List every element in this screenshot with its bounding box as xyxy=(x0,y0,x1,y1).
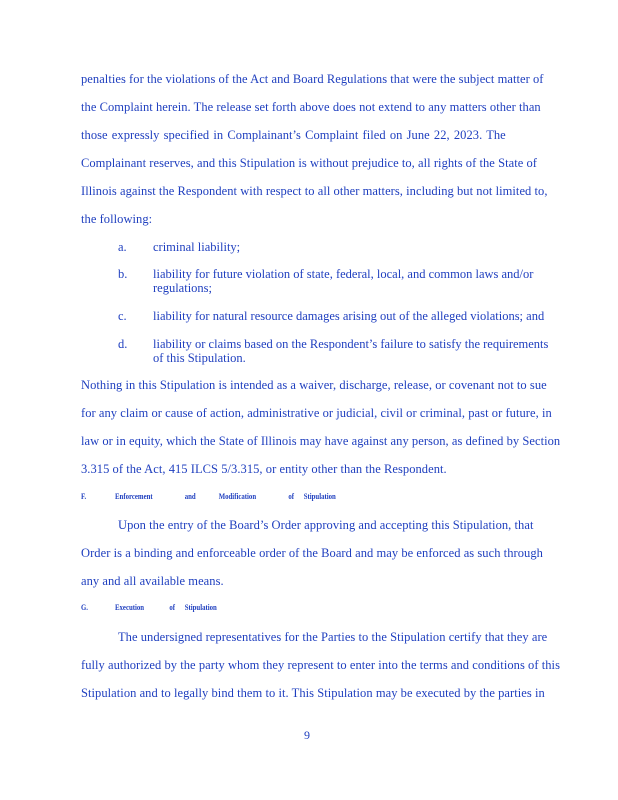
heading-g-word-1: Execution xyxy=(115,603,145,612)
list-item-b-line-1: liability for future violation of state, federal, local, and common laws and/or xyxy=(153,267,534,281)
heading-f-word-3: Modification xyxy=(218,492,257,501)
list-item-letter-c: c. xyxy=(118,309,127,323)
list-item-letter-a: a. xyxy=(118,240,127,254)
section-heading-g xyxy=(81,603,217,612)
list-item-a: criminal liability; xyxy=(153,240,241,254)
para2-line-4: 3.315 of the Act, 415 ILCS 5/3.315, or entity other than the Respondent. xyxy=(81,462,447,476)
heading-f-word-1: Enforcement xyxy=(115,492,153,501)
para1-line-5: Illinois against the Respondent with respect to all other matters, including but not limited to, xyxy=(81,184,548,198)
para1-line-2: the Complaint herein. The release set forth above does not extend to any matters other than xyxy=(81,100,541,114)
list-item-b-line-2: regulations; xyxy=(153,281,213,295)
para3-line-1: Upon the entry of the Board’s Order approving and accepting this Stipulation, that xyxy=(118,518,534,532)
para4-line-3: Stipulation and to legally bind them to it. This Stipulation may be executed by the parties in xyxy=(81,686,545,700)
list-item-d-line-2: of this Stipulation. xyxy=(153,351,246,365)
heading-f-word-4: of xyxy=(288,492,295,501)
para4-line-1: The undersigned representatives for the Parties to the Stipulation certify that they are xyxy=(118,630,548,644)
heading-g-letter: G. xyxy=(81,603,88,612)
heading-f-word-5: Stipulation xyxy=(303,492,336,501)
para3-line-2: Order is a binding and enforceable order of the Board and may be enforced as such through xyxy=(81,546,543,560)
list-item-letter-d: d. xyxy=(118,337,128,351)
para2-line-1: Nothing in this Stipulation is intended as a waiver, discharge, release, or covenant not to sue xyxy=(81,378,547,392)
section-heading-f xyxy=(81,492,336,501)
para2-line-3: law or in equity, which the State of Illinois may have against any person, as defined by Section xyxy=(81,434,561,448)
heading-g-word-2: of xyxy=(169,603,176,612)
para1-line-4: Complainant reserves, and this Stipulation is without prejudice to, all rights of the State of xyxy=(81,156,538,170)
list-item-c: liability for natural resource damages arising out of the alleged violations; and xyxy=(153,309,545,323)
para1-line-3: those expressly specified in Complainant’s Complaint filed on June 22, 2023. The xyxy=(81,128,506,142)
heading-g-word-3: Stipulation xyxy=(184,603,217,612)
list-item-letter-b: b. xyxy=(118,267,128,281)
para4-line-2: fully authorized by the party whom they represent to enter into the terms and conditions of this xyxy=(81,658,560,672)
heading-f-letter: F. xyxy=(81,492,87,501)
page-number: 9 xyxy=(304,728,310,742)
para1-line-6: the following: xyxy=(81,212,153,226)
para1-line-1: penalties for the violations of the Act and Board Regulations that were the subject matter of xyxy=(81,72,544,86)
list-item-d-line-1: liability or claims based on the Respondent’s failure to satisfy the requirements xyxy=(153,337,549,351)
para2-line-2: for any claim or cause of action, administrative or judicial, civil or criminal, past or future, in xyxy=(81,406,552,420)
para3-line-3: any and all available means. xyxy=(81,574,224,588)
heading-f-word-2: and xyxy=(184,492,196,501)
